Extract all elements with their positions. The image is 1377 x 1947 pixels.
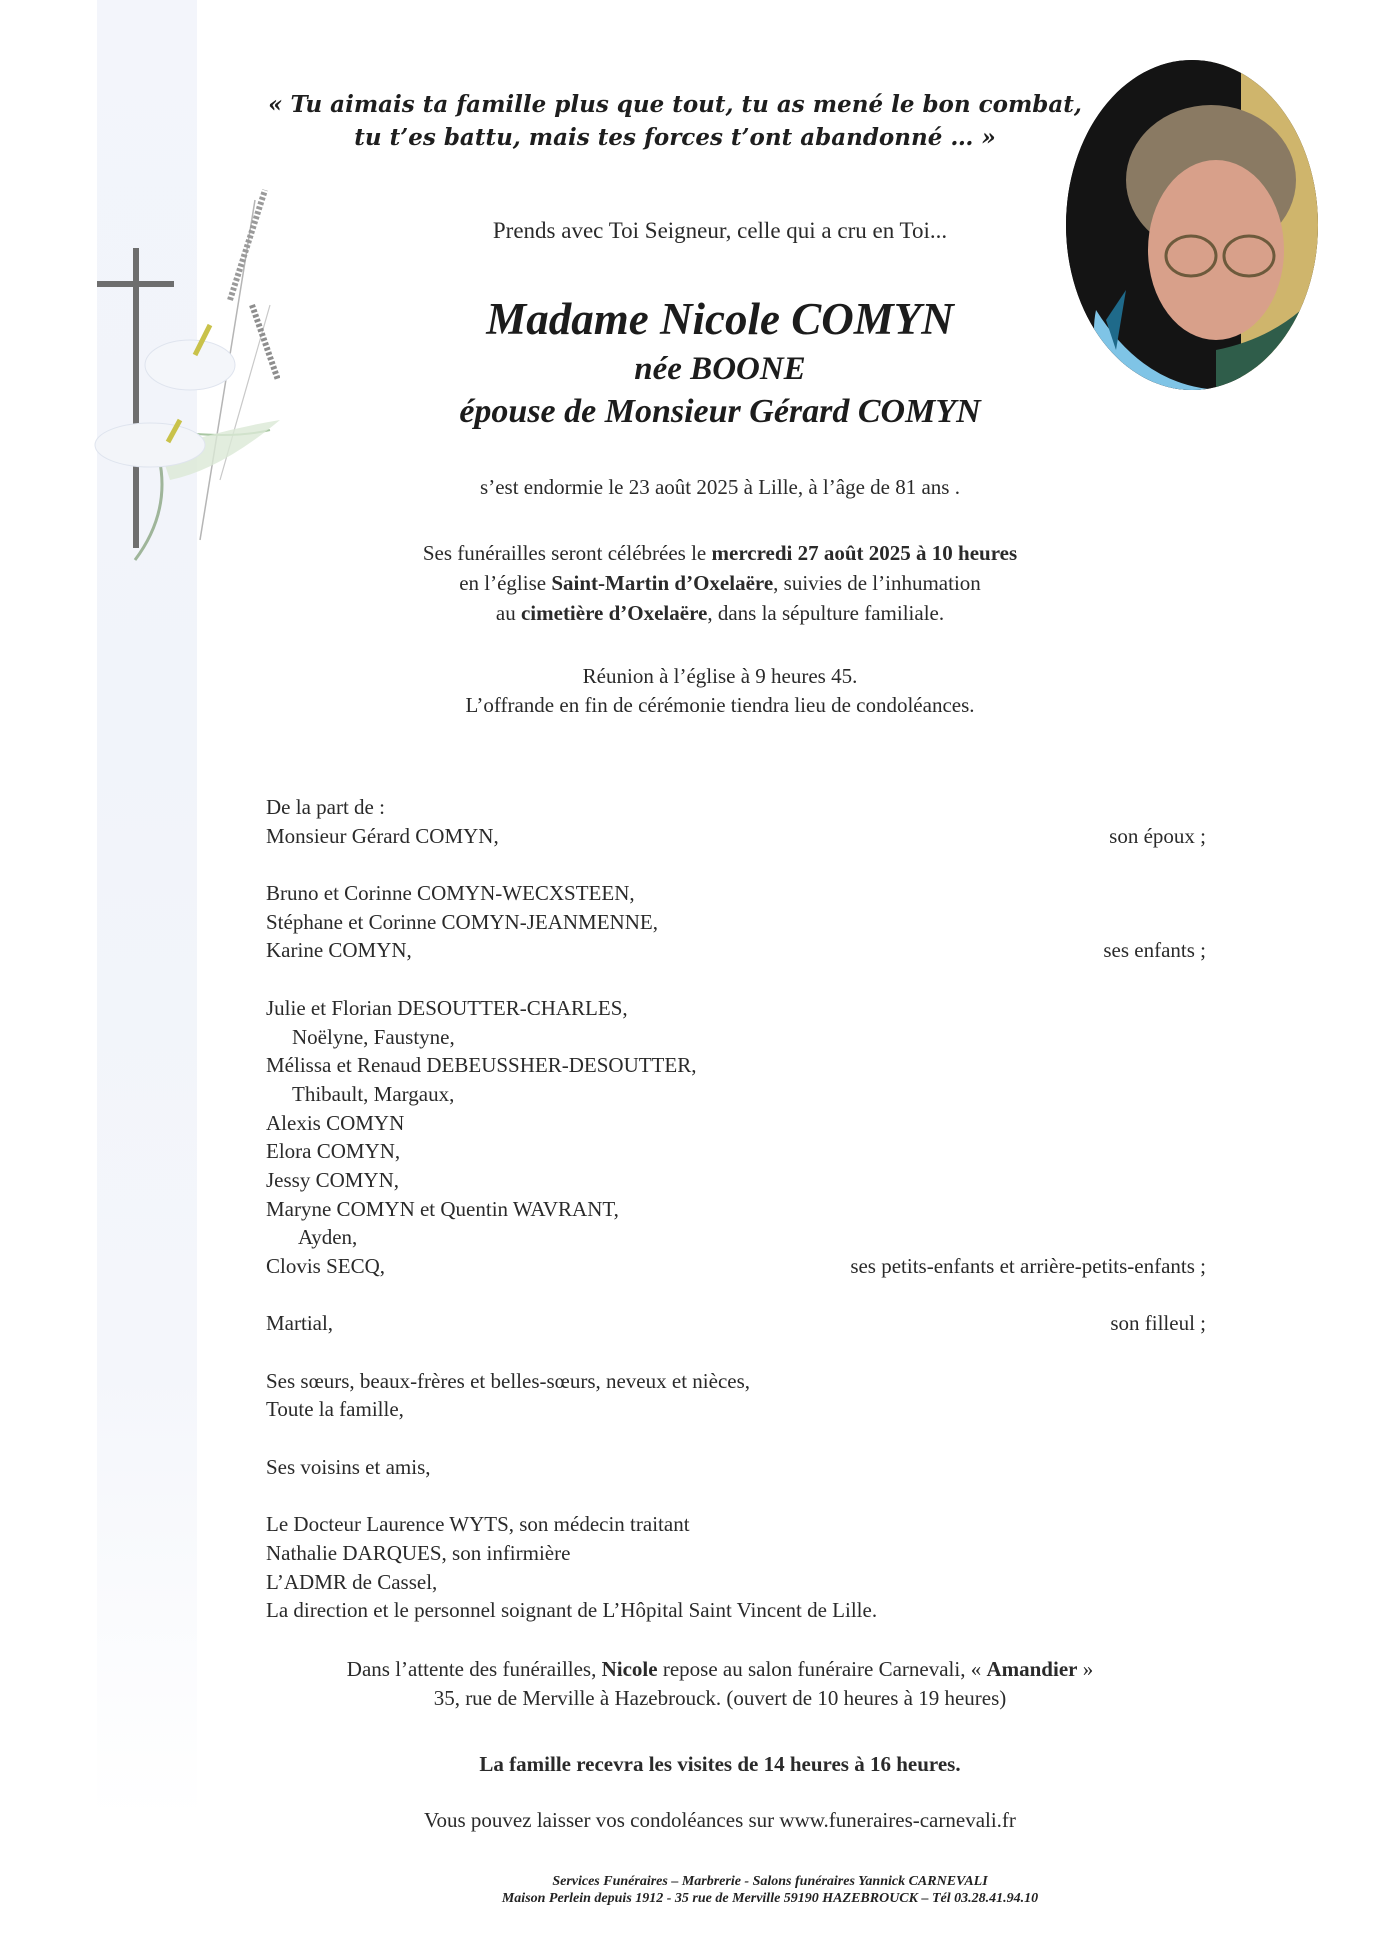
prayer-line: Prends avec Toi Seigneur, celle qui a cru en Toi... [492, 218, 948, 243]
family-member: Maryne COMYN et Quentin WAVRANT, [266, 1196, 619, 1221]
family-member: Ses sœurs, beaux-frères et belles-sœurs, neveux et nièces, [266, 1368, 751, 1393]
family-row [266, 1109, 1206, 1138]
family-member: Monsieur Gérard COMYN, [266, 823, 499, 848]
cross-lily-illustration [50, 180, 280, 580]
salon-text: Dans l’attente des funérailles, [346, 1657, 602, 1681]
church-name: Saint-Martin d’Oxelaëre [551, 571, 774, 595]
funeral-line-1 [300, 538, 1140, 568]
family-member: Toute la famille, [266, 1397, 404, 1422]
family-member: Julie et Florian DESOUTTER-CHARLES, [266, 995, 628, 1020]
family-row [266, 1023, 1206, 1052]
family-member: Ayden, [298, 1225, 358, 1250]
family-row [266, 1510, 1206, 1539]
funeral-home-info [250, 1655, 1190, 1713]
deceased-portrait-photo [1066, 60, 1318, 390]
family-row [266, 879, 1206, 908]
relation-label: ses petits-enfants et arrière-petits-enfants ; [850, 1254, 1206, 1278]
funeral-details [300, 538, 1140, 628]
condolences-website: Vous pouvez laisser vos condoléances sur www.funeraires-carnevali.fr [424, 1808, 1016, 1832]
family-row [266, 994, 1206, 1023]
epitaph-quote [250, 88, 1100, 154]
family-list [266, 793, 1206, 1625]
family-member: Mélissa et Renaud DEBEUSSHER-DESOUTTER, [266, 1053, 697, 1078]
family-row [266, 908, 1206, 937]
family-row [266, 1309, 1206, 1338]
cemetery-name: cimetière d’Oxelaëre [520, 601, 708, 625]
caregiver: La direction et le personnel soignant de L’Hôpital Saint Vincent de Lille. [266, 1598, 878, 1623]
funeral-line-2 [300, 568, 1140, 598]
salon-line-1 [250, 1655, 1190, 1684]
funeral-text: Ses funérailles seront célébrées le [422, 541, 712, 565]
family-row [266, 1453, 1206, 1482]
caregiver: Le Docteur Laurence WYTS, son médecin traitant [266, 1512, 690, 1537]
relation-label: ses enfants ; [1103, 938, 1206, 963]
family-row [266, 1166, 1206, 1195]
deceased-maiden-name: née BOONE [634, 351, 806, 387]
family-row [266, 1223, 1206, 1252]
family-row [266, 1395, 1206, 1424]
lily-icon [95, 325, 280, 560]
footer-line-1: Services Funéraires – Marbrerie - Salons funéraires Yannick CARNEVALI [552, 1874, 988, 1889]
quote-line-2: tu t’es battu, mais tes forces t’ont abandonné … » [354, 124, 996, 151]
family-intro: De la part de : [266, 795, 385, 819]
family-row [266, 1195, 1206, 1224]
salon-text: repose au salon funéraire Carnevali, « [657, 1657, 987, 1681]
family-member: Ses voisins et amis, [266, 1454, 431, 1479]
funeral-text: , dans la sépulture familiale. [707, 601, 945, 625]
funeral-line-3 [300, 598, 1140, 628]
family-member: Bruno et Corinne COMYN-WECXSTEEN, [266, 881, 635, 906]
visiting-hours: La famille recevra les visites de 14 heures à 16 heures. [479, 1752, 961, 1776]
family-member: Clovis SECQ, [266, 1254, 386, 1278]
family-row [266, 1367, 1206, 1396]
family-row [266, 1252, 1206, 1281]
family-row [266, 936, 1206, 965]
family-member: Jessy COMYN, [266, 1167, 400, 1192]
meeting-time: Réunion à l’église à 9 heures 45. [582, 664, 858, 688]
meeting-info [300, 662, 1140, 720]
family-member: Martial, [266, 1311, 334, 1336]
family-member: Noëlyne, Faustyne, [292, 1024, 455, 1049]
funeral-text: au [495, 601, 521, 625]
funeral-text: , suivies de l’inhumation [773, 571, 981, 595]
family-row [266, 1596, 1206, 1625]
family-member: Thibault, Margaux, [292, 1081, 455, 1106]
funeral-date: mercredi 27 août 2025 à 10 heures [711, 541, 1018, 565]
family-member: Alexis COMYN [266, 1110, 405, 1135]
family-row [266, 1137, 1206, 1166]
family-intro-row [266, 793, 1206, 822]
relation-label: son filleul ; [1110, 1311, 1206, 1336]
cross-icon [97, 248, 174, 548]
salon-text: » [1077, 1657, 1094, 1681]
family-row [266, 1539, 1206, 1568]
deceased-spouse: épouse de Monsieur Gérard COMYN [459, 393, 981, 430]
family-row [266, 1568, 1206, 1597]
funeral-text: en l’église [459, 571, 552, 595]
family-row [266, 1051, 1206, 1080]
offering-note: L’offrande en fin de cérémonie tiendra lieu de condoléances. [465, 693, 975, 717]
family-member: Stéphane et Corinne COMYN-JEANMENNE, [266, 909, 658, 934]
death-notice: s’est endormie le 23 août 2025 à Lille, à l’âge de 81 ans . [480, 475, 960, 499]
family-member: Karine COMYN, [266, 938, 412, 963]
family-row [266, 1080, 1206, 1109]
salon-room-name: Amandier [986, 1657, 1078, 1681]
funeral-home-footer [300, 1873, 1240, 1907]
relation-label: son époux ; [1109, 823, 1206, 848]
quote-line-1: « Tu aimais ta famille plus que tout, tu as mené le bon combat, [268, 91, 1082, 118]
salon-address: 35, rue de Merville à Hazebrouck. (ouvert de 10 heures à 19 heures) [433, 1686, 1007, 1710]
caregiver: Nathalie DARQUES, son infirmière [266, 1540, 571, 1565]
footer-line-2: Maison Perlein depuis 1912 - 35 rue de Merville 59190 HAZEBROUCK – Tél 03.28.41.94.10 [501, 1891, 1039, 1906]
deceased-first-name: Nicole [601, 1657, 658, 1681]
family-row-spouse [266, 822, 1206, 851]
deceased-name: Madame Nicole COMYN [486, 294, 954, 344]
caregiver: L’ADMR de Cassel, [266, 1569, 438, 1594]
family-member: Elora COMYN, [266, 1139, 401, 1164]
